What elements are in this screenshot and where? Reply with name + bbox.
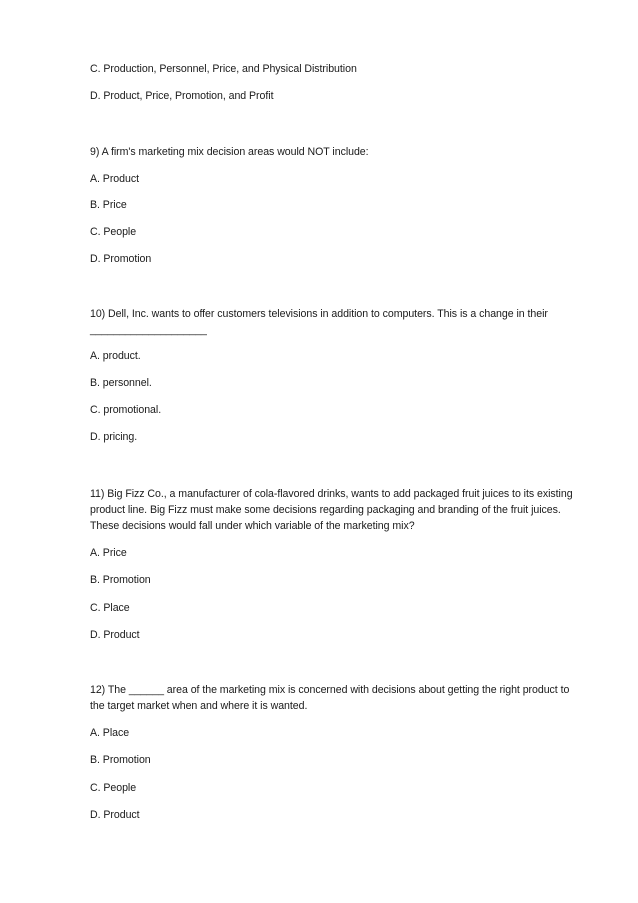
question-11-option-d: D. Product [90, 629, 140, 641]
question-10-option-d: D. pricing. [90, 431, 138, 443]
question-12-stem-line-2: the target market when and where it is wanted. [90, 700, 308, 712]
question-9-option-a: A. Product [90, 173, 139, 185]
option-c-prev: C. Production, Personnel, Price, and Physical Distribution [90, 63, 357, 75]
question-10-stem-blank: ____________________ [90, 324, 207, 336]
question-11-option-b: B. Promotion [90, 574, 151, 586]
question-10-option-c: C. promotional. [90, 404, 162, 416]
question-9-option-c: C. People [90, 226, 137, 238]
question-12-stem-line-1: 12) The ______ area of the marketing mix is concerned with decisions about getting the right product to [90, 684, 570, 696]
option-d-prev: D. Product, Price, Promotion, and Profit [90, 90, 274, 102]
question-11-option-c: C. Place [90, 602, 130, 614]
question-12-option-b: B. Promotion [90, 754, 151, 766]
question-12-option-d: D. Product [90, 809, 140, 821]
question-9-stem: 9) A firm's marketing mix decision areas would NOT include: [90, 146, 369, 158]
question-12-option-a: A. Place [90, 727, 130, 739]
question-11-option-a: A. Price [90, 547, 127, 559]
question-11-stem-line-1: 11) Big Fizz Co., a manufacturer of cola-flavored drinks, wants to add packaged fruit juices to its existing [90, 488, 573, 500]
question-10-option-b: B. personnel. [90, 377, 152, 389]
question-9-option-b: B. Price [90, 199, 127, 211]
question-11-stem-line-2: product line. Big Fizz must make some decisions regarding packaging and branding of the fruit juices. [90, 504, 561, 516]
question-12-option-c: C. People [90, 782, 137, 794]
question-9-option-d: D. Promotion [90, 253, 152, 265]
question-10-stem-line-1: 10) Dell, Inc. wants to offer customers televisions in addition to computers. This is a change in their [90, 308, 548, 320]
question-11-stem-line-3: These decisions would fall under which variable of the marketing mix? [90, 520, 415, 532]
question-10-option-a: A. product. [90, 350, 141, 362]
